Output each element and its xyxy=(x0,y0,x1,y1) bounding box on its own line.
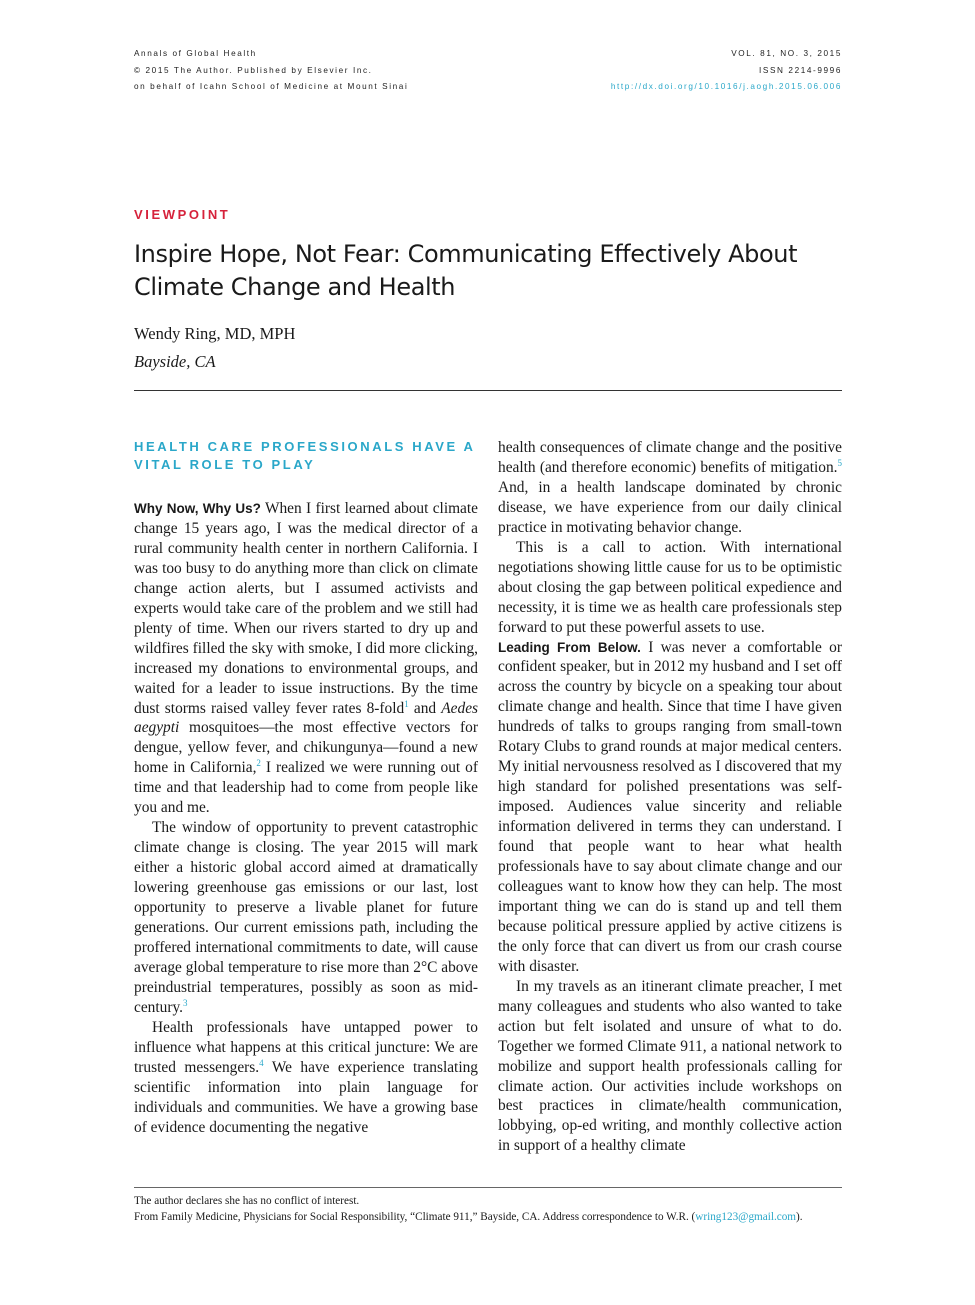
paragraph-travels: In my travels as an itinerant climate preacher, I met many colleagues and students who also wanted to take action but felt isolated and unsure of what to do. Together we formed Climate 911, a national network to mobilize and support health professionals calling for climate action. Our activities include workshops on best practices in climate/health communication, lobbying, op-ed writing, and monthly collective action in support of a healthy climate xyxy=(498,977,842,1155)
copyright-line: © 2015 The Author. Published by Elsevier Inc. xyxy=(134,65,373,75)
article-title: Inspire Hope, Not Fear: Communicating Effectively About Climate Change and Health xyxy=(134,240,798,301)
doi-link[interactable]: http://dx.doi.org/10.1016/j.aogh.2015.06.006 xyxy=(610,82,842,91)
publisher-behalf-line: on behalf of Icahn School of Medicine at Mount Sinai xyxy=(134,82,409,91)
title-divider xyxy=(134,390,842,391)
right-column xyxy=(498,438,842,1156)
email-link[interactable]: wring123@gmail.com xyxy=(695,1211,797,1223)
section-label: VIEWPOINT xyxy=(134,207,231,222)
citation-link[interactable]: 2 xyxy=(256,758,261,769)
citation-link[interactable]: 4 xyxy=(259,1057,264,1068)
species-name: Aedes aegypti xyxy=(134,699,479,737)
left-column xyxy=(134,438,478,1138)
footnotes xyxy=(134,1193,854,1225)
author-name: Wendy Ring, MD, MPH xyxy=(134,324,296,343)
conflict-statement: The author declares she has no conflict of interest. xyxy=(134,1195,360,1207)
paragraph-window: The window of opportunity to prevent catastrophic climate change is closing. The year 2015 will mark either a historic global accord aimed at dramatically lowering greenhouse gas emissions or our last, lost opportunity to preserve a livable planet for future generations. Our current emissions path, including the proffered international commitments to date, will cause average global temperature to rise more than 2°C above preindustrial temperatures, possibly as soon as mid-century.$^3$ xyxy=(134,819,478,1016)
journal-name: Annals of Global Health xyxy=(134,49,257,58)
paragraph-untapped-power-continued: health consequences of climate change and the positive health (and therefore economic) benefits of mitigation.$^5$ And, in a health landscape dominated by chronic disease, we have experience from our daily clinical practice in motivating behavior change. xyxy=(498,439,842,536)
citation-link[interactable]: 1 xyxy=(404,698,409,709)
journal-header-right xyxy=(611,46,842,96)
run-in-heading: Leading From Below. xyxy=(498,639,641,655)
volume-line: VOL. 81, NO. 3, 2015 xyxy=(731,49,842,58)
author-affiliation: Bayside, CA xyxy=(134,352,216,371)
correspondence-line: From Family Medicine, Physicians for Social Responsibility, “Climate 911,” Bayside, CA. Address correspondence to W.R. (wring123@gmail.com). xyxy=(134,1211,803,1223)
paragraph-leading-from-below: Leading From Below. I was never a comfortable or confident speaker, but in 2012 my husband and I set off across the country by bicycle on a speaking tour about climate change and health. Since that time I have given hundreds of talks to groups ranging from small-town Rotary Clubs to grand rounds at major medical centers. My initial nervousness resolved as I discovered that my high standard for polished presentations was self-imposed. Audiences value sincerity and reliable information delivered in terms they can understand. I found that people want to hear what health professionals have to say about climate change and our colleagues want to know how they can help. The most important thing we can do is stand up and tell them because political pressure applied by active citizens is the only force that can divert us from our crash course with disaster. xyxy=(498,638,842,975)
paragraph-why-now: Why Now, Why Us? When I first learned about climate change 15 years ago, I was the medical director of a rural community health center in northern California. I was too busy to do anything more than click on climate change action alerts, but I assumed activists and experts would take care of the problem and we still had plenty of time. When our rivers started to dry up and wildfires filled the sky with smoke, I did more clicking, increased my donations to environmental groups, and waited for a leader to issue instructions. By the time dust storms raised valley fever rates 8-fold$^1$ and Aedes aegypti mosquitoes—the most effective vectors for dengue, yellow fever, and chikungunya—found a new home in California,$^2$ I realized we were running out of time and that leadership had to come from people like you and me. xyxy=(134,500,479,817)
paragraph-untapped-power: Health professionals have untapped power to influence what happens at this critical juncture: We are trusted messengers.$^4$ We have experience translating scientific information into plain language for individuals and communities. We have a growing base of evidence documenting the negative xyxy=(134,1018,478,1136)
run-in-heading: Why Now, Why Us? xyxy=(134,501,261,516)
journal-header-left xyxy=(134,46,408,96)
footnote-divider xyxy=(134,1187,842,1188)
issn-line: ISSN 2214-9996 xyxy=(759,65,842,75)
section-heading: HEALTH CARE PROFESSIONALS HAVE A VITAL ROLE TO PLAY xyxy=(134,439,476,472)
paragraph-call-to-action: This is a call to action. With international negotiations showing little cause for us to be optimistic about closing the gap between political expedience and necessity, it is time we as health care professionals step forward to put these powerful assets to use. xyxy=(498,538,842,636)
citation-link[interactable]: 3 xyxy=(183,997,188,1008)
citation-link[interactable]: 5 xyxy=(837,457,842,468)
